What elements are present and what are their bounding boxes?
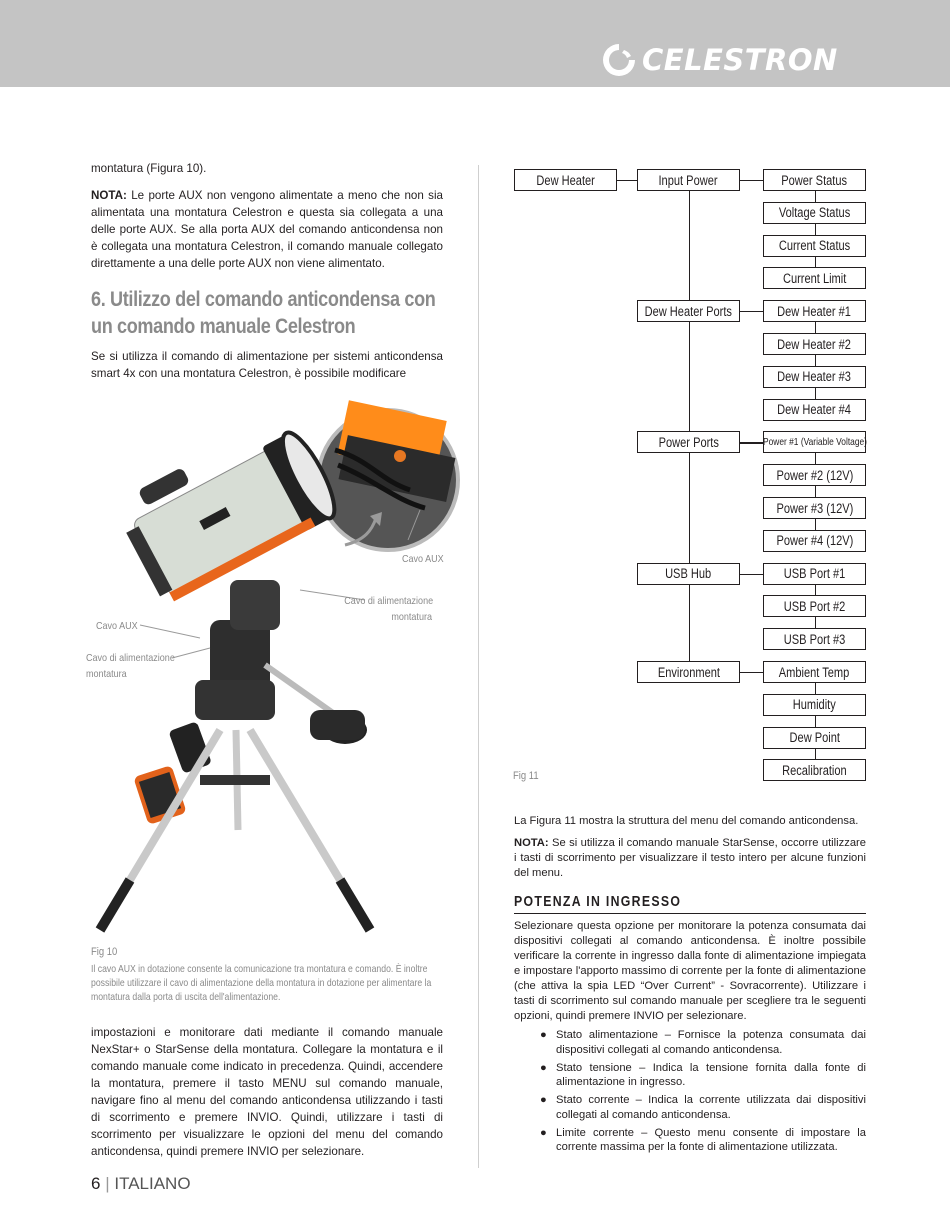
- menu-item-box-label: Recalibration: [782, 762, 847, 778]
- list-item: ● Limite corrente – Questo menu consente di impostare la corrente massima per la fonte di alimentazione utilizzata.: [540, 1126, 866, 1153]
- menu-item-box: [763, 464, 866, 486]
- menu-item-box-label: Dew Heater #1: [777, 303, 852, 319]
- right-note: [514, 836, 866, 881]
- fig10-caption: Il cavo AUX in dotazione consente la comunicazione tra montatura e comando. È inoltre possibile utilizzare il cavo di alimentazione della montatura in dotazione per alimentare la montatura dalla porta di uscita dell'alimentazione.: [91, 964, 432, 1003]
- menu-item-box: [763, 333, 866, 355]
- menu-item-box: [763, 530, 866, 552]
- intro-text: montatura (Figura 10).: [91, 162, 207, 175]
- menu-item-box: [763, 202, 866, 224]
- menu-root-box-label: Dew Heater: [536, 172, 595, 188]
- bullet-icon: ●: [540, 1061, 547, 1074]
- connector-line: [815, 617, 816, 628]
- callout-aux-top: Cavo AUX: [402, 553, 444, 565]
- menu-group-box-label: Input Power: [658, 172, 719, 188]
- connector-line: [815, 749, 816, 760]
- callout-aux-left: Cavo AUX: [96, 620, 138, 632]
- menu-item-box: [763, 235, 866, 257]
- menu-item-box: [763, 595, 866, 617]
- menu-item-box: [763, 759, 866, 781]
- menu-item-box: [763, 169, 866, 191]
- celestron-swoosh-icon: [600, 41, 638, 79]
- callout-power-right: Cavo di alimentazione montatura: [344, 595, 434, 623]
- column-divider: [478, 165, 479, 1168]
- page-footer: [91, 1174, 191, 1194]
- connector-line: [815, 322, 816, 333]
- bullet-icon: ●: [540, 1126, 547, 1139]
- celestron-logo: [600, 40, 838, 80]
- menu-item-box: [763, 267, 866, 289]
- right-note-text: Se si utilizza il comando manuale StarSense, occorre utilizzare i tasti di scorrimento per visualizzare il testo intero per alcune funzioni del menu.: [514, 837, 866, 879]
- menu-item-box-label: Current Limit: [782, 270, 847, 286]
- menu-item-box-label: Power #3 (12V): [776, 500, 853, 516]
- connector-line: [815, 585, 816, 596]
- menu-group-box-label: Environment: [657, 664, 720, 680]
- note-paragraph: [91, 187, 443, 272]
- menu-item-box-label: Power Status: [781, 172, 848, 188]
- menu-item-box: [763, 694, 866, 716]
- connector-line: [689, 191, 690, 300]
- menu-item-box-label: Dew Point: [789, 730, 840, 746]
- bullet-icon: ●: [540, 1029, 547, 1041]
- menu-item-box-label: Power #1 (Variable Voltage): [762, 436, 867, 449]
- connector-line: [815, 683, 816, 694]
- connector-line: [815, 191, 816, 202]
- note-text: Le porte AUX non vengono alimentate a meno che non sia alimentata una montatura Celestron e questa sia collegata a una delle porte AUX. Se alla porta AUX del comando anticondensa non è collegata una montatura Celestron, il comando manuale collegato direttamente a una delle porte AUX non viene alimentato.: [91, 189, 443, 270]
- section-text: Selezionare questa opzione per monitorare la potenza consumata dai dispositivi collegati al comando anticondensa. È inoltre possibile verificare la corrente in ingresso dalla fonte di alimentazione impiegata e impostare l'apporto massimo di corrente per la fonte di alimentazione (che attiva la spia LED “Over Current” - Sovracorrente). Utilizzare i tasti di scorrimento sul comando manuale per scegliere tra le seguenti opzioni, quindi premere INVIO per selezionare.: [514, 920, 866, 1022]
- section-rule: [514, 913, 866, 914]
- connector-line: [740, 574, 763, 575]
- menu-item-box-label: Voltage Status: [778, 205, 851, 221]
- menu-item-box: [763, 431, 866, 453]
- page-separator: |: [105, 1174, 110, 1193]
- section-paragraph: Se si utilizza il comando di alimentazione per sistemi anticondensa smart 4x con una montatura Celestron, è possibile modificare: [91, 350, 443, 380]
- fig11-reference: La Figura 11 mostra la struttura del menu del comando anticondensa.: [514, 815, 859, 827]
- menu-item-box: [763, 628, 866, 650]
- connector-line: [815, 519, 816, 530]
- menu-group-box: [637, 661, 740, 683]
- menu-item-box-label: USB Port #1: [783, 566, 846, 582]
- menu-item-box-label: Dew Heater #4: [777, 402, 852, 418]
- menu-item-box: [763, 399, 866, 421]
- menu-item-box-label: USB Port #2: [783, 598, 846, 614]
- connector-line: [815, 388, 816, 399]
- menu-item-box-label: USB Port #3: [783, 631, 846, 647]
- connector-line: [815, 355, 816, 366]
- bullet-icon: ●: [540, 1094, 547, 1106]
- brand-name: CELESTRON: [642, 43, 838, 77]
- right-column: [514, 814, 866, 1158]
- menu-item-box-label: Dew Heater #3: [777, 369, 852, 385]
- connector-line: [815, 224, 816, 235]
- menu-group-box-label: Power Ports: [658, 434, 719, 450]
- connector-line: [740, 180, 763, 181]
- right-note-label: NOTA:: [514, 837, 549, 849]
- page-number: 6: [91, 1174, 101, 1193]
- page-language: ITALIANO: [114, 1174, 191, 1193]
- connector-line: [815, 486, 816, 497]
- list-item: ● Stato corrente – Indica la corrente utilizzata dai dispositivi collegati al comando anticondensa.: [540, 1094, 866, 1121]
- connector-line: [815, 453, 816, 464]
- menu-item-box: [763, 661, 866, 683]
- list-item: ● Stato alimentazione – Fornisce la potenza consumata dai dispositivi collegati al comando anticondensa.: [540, 1029, 866, 1056]
- left-paragraph-2: impostazioni e monitorare dati mediante il comando manuale NexStar+ o StarSense della montatura. Collegare la montatura e il comando manuale come indicato in precedenza. Quindi, accendere la montatura, premere il tasto MENU sul comando manuale, navigare fino al menu del comando anticondensa utilizzando i tasti di scorrimento e premere INVIO. Quindi, utilizzare i tasti di scorrimento per visualizzare le opzioni del menu del comando anticondensa, quindi premere INVIO per selezionare.: [91, 1026, 443, 1158]
- menu-item-box-label: Power #2 (12V): [776, 467, 853, 483]
- bullet-list: [514, 1028, 866, 1155]
- menu-root-box: [514, 169, 617, 191]
- menu-item-box-label: Power #4 (12V): [776, 533, 853, 549]
- menu-item-box: [763, 366, 866, 388]
- callout-power-left: Cavo di alimentazione montatura: [86, 652, 175, 680]
- menu-item-box: [763, 497, 866, 519]
- menu-item-box-label: Ambient Temp: [779, 664, 850, 680]
- connector-line: [689, 585, 690, 661]
- menu-group-box-label: USB Hub: [665, 566, 712, 582]
- menu-item-box-label: Humidity: [792, 697, 837, 713]
- fig11-label: Fig 11: [513, 770, 539, 782]
- menu-group-box: [637, 431, 740, 453]
- note-label: NOTA:: [91, 189, 127, 202]
- left-column: [91, 160, 443, 382]
- menu-item-box-label: Dew Heater #2: [777, 336, 852, 352]
- menu-group-box-label: Dew Heater Ports: [644, 303, 733, 319]
- section-title: POTENZA IN INGRESSO: [514, 893, 682, 910]
- menu-group-box: [637, 300, 740, 322]
- connector-line: [740, 672, 763, 673]
- menu-item-box-label: Current Status: [778, 238, 851, 254]
- connector-line: [689, 453, 690, 562]
- section-heading: 6. Utilizzo del comando anticondensa con un comando manuale Celestron: [91, 288, 436, 338]
- page-header: [0, 0, 950, 87]
- menu-item-box: [763, 300, 866, 322]
- connector-line: [740, 311, 763, 312]
- connector-line: [815, 716, 816, 727]
- connector-line: [689, 322, 690, 431]
- menu-item-box: [763, 727, 866, 749]
- connector-line: [617, 180, 637, 181]
- connector-line: [740, 442, 763, 443]
- fig10-label: Fig 10: [91, 946, 118, 958]
- connector-line: [815, 257, 816, 268]
- list-item: ● Stato tensione – Indica la tensione fornita dalla fonte di alimentazione in ingresso.: [540, 1061, 866, 1088]
- menu-group-box: [637, 563, 740, 585]
- menu-item-box: [763, 563, 866, 585]
- menu-group-box: [637, 169, 740, 191]
